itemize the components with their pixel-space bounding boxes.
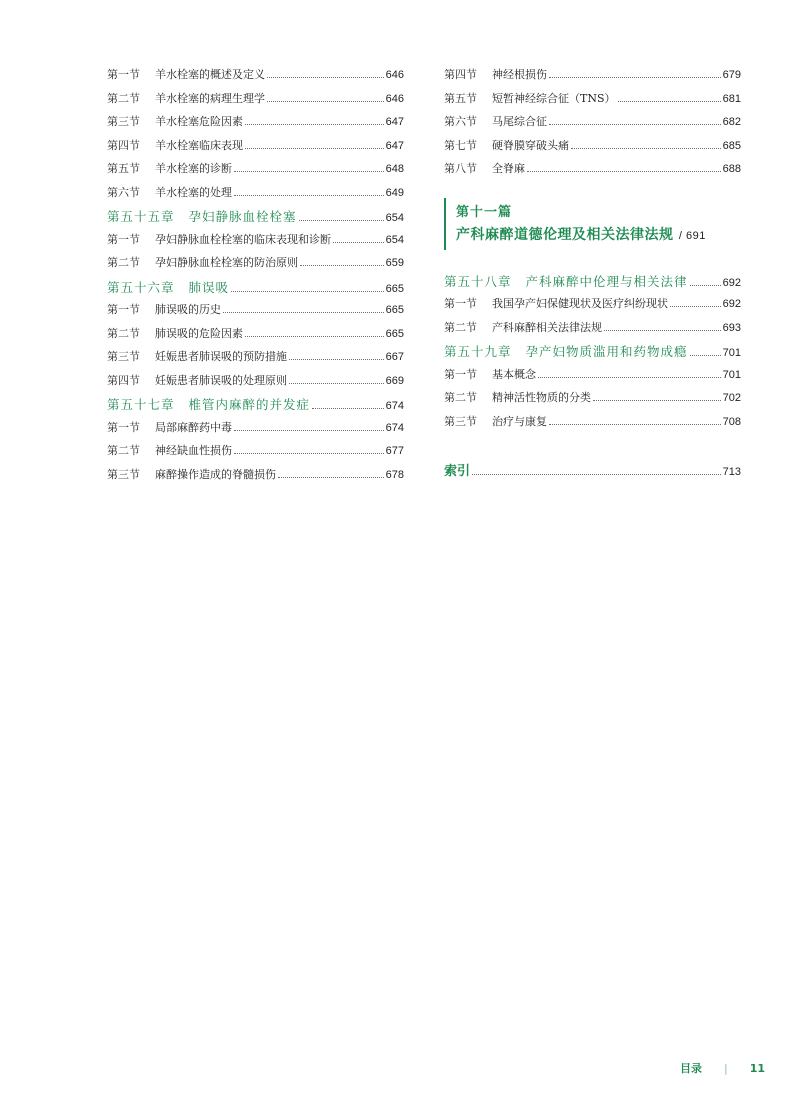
section-title: 治疗与康复 [492,414,547,428]
leader-dots [690,355,721,356]
leader-dots [234,171,384,172]
part-title [456,224,741,247]
page-footer [680,1060,765,1076]
leader-dots [333,242,384,243]
toc-section-entry[interactable] [444,389,741,413]
leader-dots [549,124,721,125]
page-number: 674 [385,400,404,412]
section-number: 第二节 [107,326,140,340]
toc-chapter-entry[interactable] [444,272,741,296]
page-number: 678 [385,468,404,481]
leader-dots [234,195,384,196]
toc-chapter-entry[interactable] [107,207,404,231]
section-number: 第三节 [107,467,140,481]
toc-section-entry[interactable] [107,113,404,137]
section-number: 第二节 [107,256,140,269]
page-number: 692 [722,276,741,289]
leader-dots [690,285,721,286]
leader-dots [299,220,384,221]
section-title: 全脊麻 [492,162,525,175]
section-number: 第六节 [444,115,477,128]
toc-chapter-entry[interactable] [444,342,741,366]
toc-section-entry[interactable] [107,301,404,325]
section-title: 羊水栓塞危险因素 [155,115,243,128]
toc-section-entry[interactable] [444,366,741,390]
chapter-title: 肺误吸 [188,279,230,295]
leader-dots [289,359,384,360]
section-number: 第二节 [107,444,140,457]
chapter-heading [444,272,688,290]
section-number: 第五节 [444,91,477,105]
toc-section-entry[interactable] [444,295,741,319]
index-page: 713 [722,466,741,478]
page-number: 654 [385,212,404,224]
toc-section-entry[interactable] [444,113,741,137]
section-number: 第一节 [107,232,140,246]
leader-dots [267,77,384,78]
section-number: 第二节 [444,320,477,334]
page-number: 659 [385,257,404,269]
chapter-heading [107,278,229,296]
page-number: 669 [385,374,404,387]
section-title: 我国孕产妇保健现状及医疗纠纷现状 [492,297,668,310]
leader-dots [472,474,721,475]
toc-index-entry[interactable] [444,460,741,484]
toc-section-entry[interactable] [107,137,404,161]
section-title: 孕妇静脉血栓栓塞的临床表现和诊断 [155,232,331,246]
page-number: 685 [722,139,741,152]
leader-dots [234,430,384,431]
page-number: 692 [722,298,741,310]
toc-section-entry[interactable] [107,160,404,184]
section-title: 羊水栓塞的病理生理学 [155,91,265,105]
section-title: 羊水栓塞的概述及定义 [155,68,265,81]
section-number: 第三节 [107,350,140,363]
leader-dots [670,306,721,307]
leader-dots [300,265,384,266]
toc-section-entry[interactable] [107,372,404,396]
page-number: 646 [385,92,404,105]
leader-dots [231,291,384,292]
chapter-number: 第五十七章 [107,397,175,412]
leader-dots [223,312,384,313]
toc-section-entry[interactable] [107,184,404,208]
chapter-number: 第五十八章 [444,273,512,289]
toc-left-column [107,66,404,489]
page-number: 649 [385,186,404,199]
section-title: 硬脊膜穿破头痛 [492,138,569,152]
page-number: 646 [385,69,404,81]
section-title: 神经缺血性损伤 [155,444,232,457]
page-number: 682 [722,116,741,128]
chapter-title: 孕产妇物质滥用和药物成瘾 [525,344,688,359]
page-number: 679 [722,69,741,81]
page-number: 677 [385,445,404,457]
toc-section-entry[interactable] [444,66,741,90]
footer-separator: | [724,1062,728,1075]
leader-dots [549,77,721,78]
footer-label: 目录 [680,1062,702,1075]
section-title: 妊娠患者肺误吸的预防措施 [155,350,287,363]
section-title: 神经根损伤 [492,68,547,81]
leader-dots [267,101,384,102]
section-title: 羊水栓塞临床表现 [155,138,243,152]
section-number: 第二节 [444,391,477,404]
section-title: 肺误吸的历史 [155,303,221,316]
section-title: 肺误吸的危险因素 [155,326,243,340]
chapter-title: 孕妇静脉血栓栓塞 [188,209,297,224]
page-number: 647 [385,139,404,152]
part-heading[interactable] [444,198,741,250]
leader-dots [234,453,384,454]
page-number: 654 [385,233,404,246]
section-number: 第一节 [107,68,140,81]
toc-section-entry[interactable] [444,160,741,184]
toc-section-entry[interactable] [107,466,404,490]
chapter-number: 第五十五章 [107,209,175,224]
part-title-text: 产科麻醉道德伦理及相关法律法规 [456,226,674,243]
section-title: 短暂神经综合征（TNS） [492,91,616,105]
toc-section-entry[interactable] [107,90,404,114]
page-number: 665 [385,304,404,316]
part-page: / 691 [678,229,706,242]
section-title: 局部麻醉药中毒 [155,420,232,434]
page-number: 681 [722,92,741,105]
leader-dots [571,148,721,149]
section-title: 基本概念 [492,367,536,381]
leader-dots [312,408,384,409]
page-number: 701 [722,368,741,381]
toc-section-entry[interactable] [107,348,404,372]
section-title: 孕妇静脉血栓栓塞的防治原则 [155,256,298,269]
leader-dots [538,377,721,378]
section-number: 第三节 [107,115,140,128]
leader-dots [245,336,384,337]
leader-dots [527,171,721,172]
section-number: 第一节 [444,367,477,381]
section-number: 第七节 [444,138,477,152]
chapter-title: 产科麻醉中伦理与相关法律 [525,273,688,289]
toc-section-entry[interactable] [107,254,404,278]
section-number: 第四节 [444,68,477,81]
leader-dots [278,477,384,478]
toc-section-entry[interactable] [107,442,404,466]
page-number: 708 [722,415,741,428]
toc-chapter-entry[interactable] [107,395,404,419]
leader-dots [289,383,384,384]
section-title: 羊水栓塞的诊断 [155,162,232,175]
section-number: 第四节 [107,373,140,387]
section-title: 羊水栓塞的处理 [155,185,232,199]
leader-dots [593,400,721,401]
index-title: 索引 [444,464,471,479]
toc-section-entry[interactable] [444,90,741,114]
section-number: 第一节 [107,420,140,434]
toc-section-entry[interactable] [107,419,404,443]
page-number: 693 [722,321,741,334]
chapter-title: 椎管内麻醉的并发症 [188,397,311,412]
section-title: 精神活性物质的分类 [492,391,591,404]
leader-dots [549,424,721,425]
section-title: 麻醉操作造成的脊髓损伤 [155,467,276,481]
toc-section-entry[interactable] [107,66,404,90]
toc-chapter-entry[interactable] [107,278,404,302]
chapter-heading [107,395,310,413]
page-number: 688 [722,163,741,175]
section-title: 马尾综合征 [492,115,547,128]
toc-section-entry[interactable] [444,413,741,437]
chapter-number: 第五十九章 [444,344,512,359]
spacer [444,436,741,460]
page-number: 674 [385,421,404,434]
page-number: 648 [385,163,404,175]
page-number: 647 [385,116,404,128]
leader-dots [245,148,384,149]
leader-dots [604,330,721,331]
section-number: 第二节 [107,91,140,105]
part-number: 第十一篇 [456,204,513,220]
section-title: 妊娠患者肺误吸的处理原则 [155,373,287,387]
chapter-heading [107,207,297,225]
page-number: 702 [722,392,741,404]
leader-dots [618,101,721,102]
section-number: 第四节 [107,138,140,152]
leader-dots [245,124,384,125]
page-number: 665 [385,282,404,295]
page-number: 665 [385,327,404,340]
toc-section-entry[interactable] [444,137,741,161]
toc-section-entry[interactable] [444,319,741,343]
footer-page-number: 11 [749,1062,766,1075]
toc-section-entry[interactable] [107,325,404,349]
toc-section-entry[interactable] [107,231,404,255]
section-number: 第六节 [107,185,140,199]
chapter-heading [444,342,688,360]
section-number: 第一节 [107,303,140,316]
toc-right-column [444,66,741,484]
section-title: 产科麻醉相关法律法规 [492,320,602,334]
section-number: 第八节 [444,162,477,175]
section-number: 第三节 [444,414,477,428]
chapter-number: 第五十六章 [107,279,175,295]
section-number: 第一节 [444,297,477,310]
page-number: 701 [722,347,741,359]
page-number: 667 [385,351,404,363]
section-number: 第五节 [107,162,140,175]
